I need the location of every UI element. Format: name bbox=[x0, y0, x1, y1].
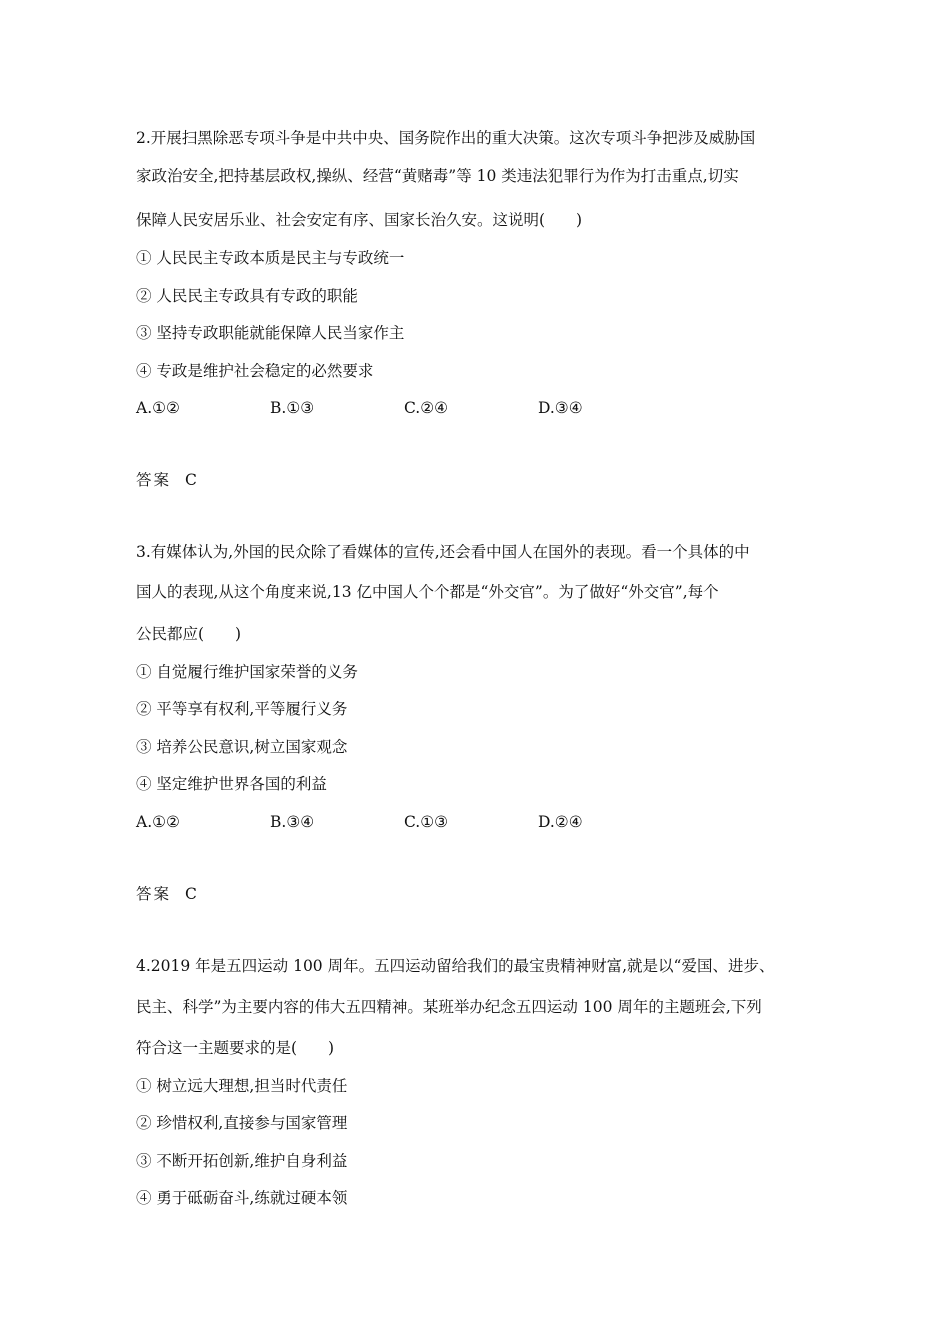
q3-item-2: ② 平等享有权利,平等履行义务 bbox=[136, 700, 348, 718]
q2-option-b: B.①③ bbox=[270, 399, 315, 417]
q4-stem-line-3: 符合这一主题要求的是( ) bbox=[136, 1039, 335, 1057]
q4-item-4: ④ 勇于砥砺奋斗,练就过硬本领 bbox=[136, 1189, 348, 1207]
q2-item-1: ① 人民民主专政本质是民主与专政统一 bbox=[136, 249, 405, 267]
q3-option-c: C.①③ bbox=[404, 813, 449, 831]
q3-item-1: ① 自觉履行维护国家荣誉的义务 bbox=[136, 663, 358, 681]
q4-item-2: ② 珍惜权利,直接参与国家管理 bbox=[136, 1114, 348, 1132]
q3-option-a: A.①② bbox=[136, 813, 180, 831]
q4-item-3: ③ 不断开拓创新,维护自身利益 bbox=[136, 1152, 348, 1170]
q3-answer-label: 答案 bbox=[136, 885, 172, 903]
q2-stem-line-2: 家政治安全,把持基层政权,操纵、经营“黄赌毒”等 10 类违法犯罪行为作为打击重点,切实 bbox=[136, 167, 739, 185]
q3-stem-line-3: 公民都应( ) bbox=[136, 625, 242, 643]
q2-item-4: ④ 专政是维护社会稳定的必然要求 bbox=[136, 362, 374, 380]
q2-answer-label: 答案 bbox=[136, 471, 172, 489]
q3-answer bbox=[136, 884, 197, 904]
q2-stem-line-3: 保障人民安居乐业、社会安定有序、国家长治久安。这说明( ) bbox=[136, 211, 583, 229]
q2-item-2: ② 人民民主专政具有专政的职能 bbox=[136, 287, 358, 305]
q3-stem-line-2: 国人的表现,从这个角度来说,13 亿中国人个个都是“外交官”。为了做好“外交官”,每个 bbox=[136, 583, 719, 601]
q2-option-d: D.③④ bbox=[538, 399, 583, 417]
q4-stem-line-2: 民主、科学”为主要内容的伟大五四精神。某班举办纪念五四运动 100 周年的主题班会,下列 bbox=[136, 998, 762, 1016]
q2-option-a: A.①② bbox=[136, 399, 180, 417]
q3-option-d: D.②④ bbox=[538, 813, 583, 831]
q3-item-4: ④ 坚定维护世界各国的利益 bbox=[136, 775, 327, 793]
q4-item-1: ① 树立远大理想,担当时代责任 bbox=[136, 1077, 348, 1095]
q3-stem-line-1: 3.有媒体认为,外国的民众除了看媒体的宣传,还会看中国人在国外的表现。看一个具体的中 bbox=[136, 543, 750, 561]
q2-item-3: ③ 坚持专政职能就能保障人民当家作主 bbox=[136, 324, 405, 342]
q2-answer bbox=[136, 470, 197, 490]
q3-answer-value: C bbox=[185, 885, 197, 903]
q3-item-3: ③ 培养公民意识,树立国家观念 bbox=[136, 738, 348, 756]
q3-option-b: B.③④ bbox=[270, 813, 315, 831]
q2-stem-line-1: 2.开展扫黑除恶专项斗争是中共中央、国务院作出的重大决策。这次专项斗争把涉及威胁国 bbox=[136, 129, 756, 147]
q2-option-c: C.②④ bbox=[404, 399, 449, 417]
q2-answer-value: C bbox=[185, 471, 197, 489]
q4-stem-line-1: 4.2019 年是五四运动 100 周年。五四运动留给我们的最宝贵精神财富,就是以“爱国、进步、 bbox=[136, 957, 775, 975]
